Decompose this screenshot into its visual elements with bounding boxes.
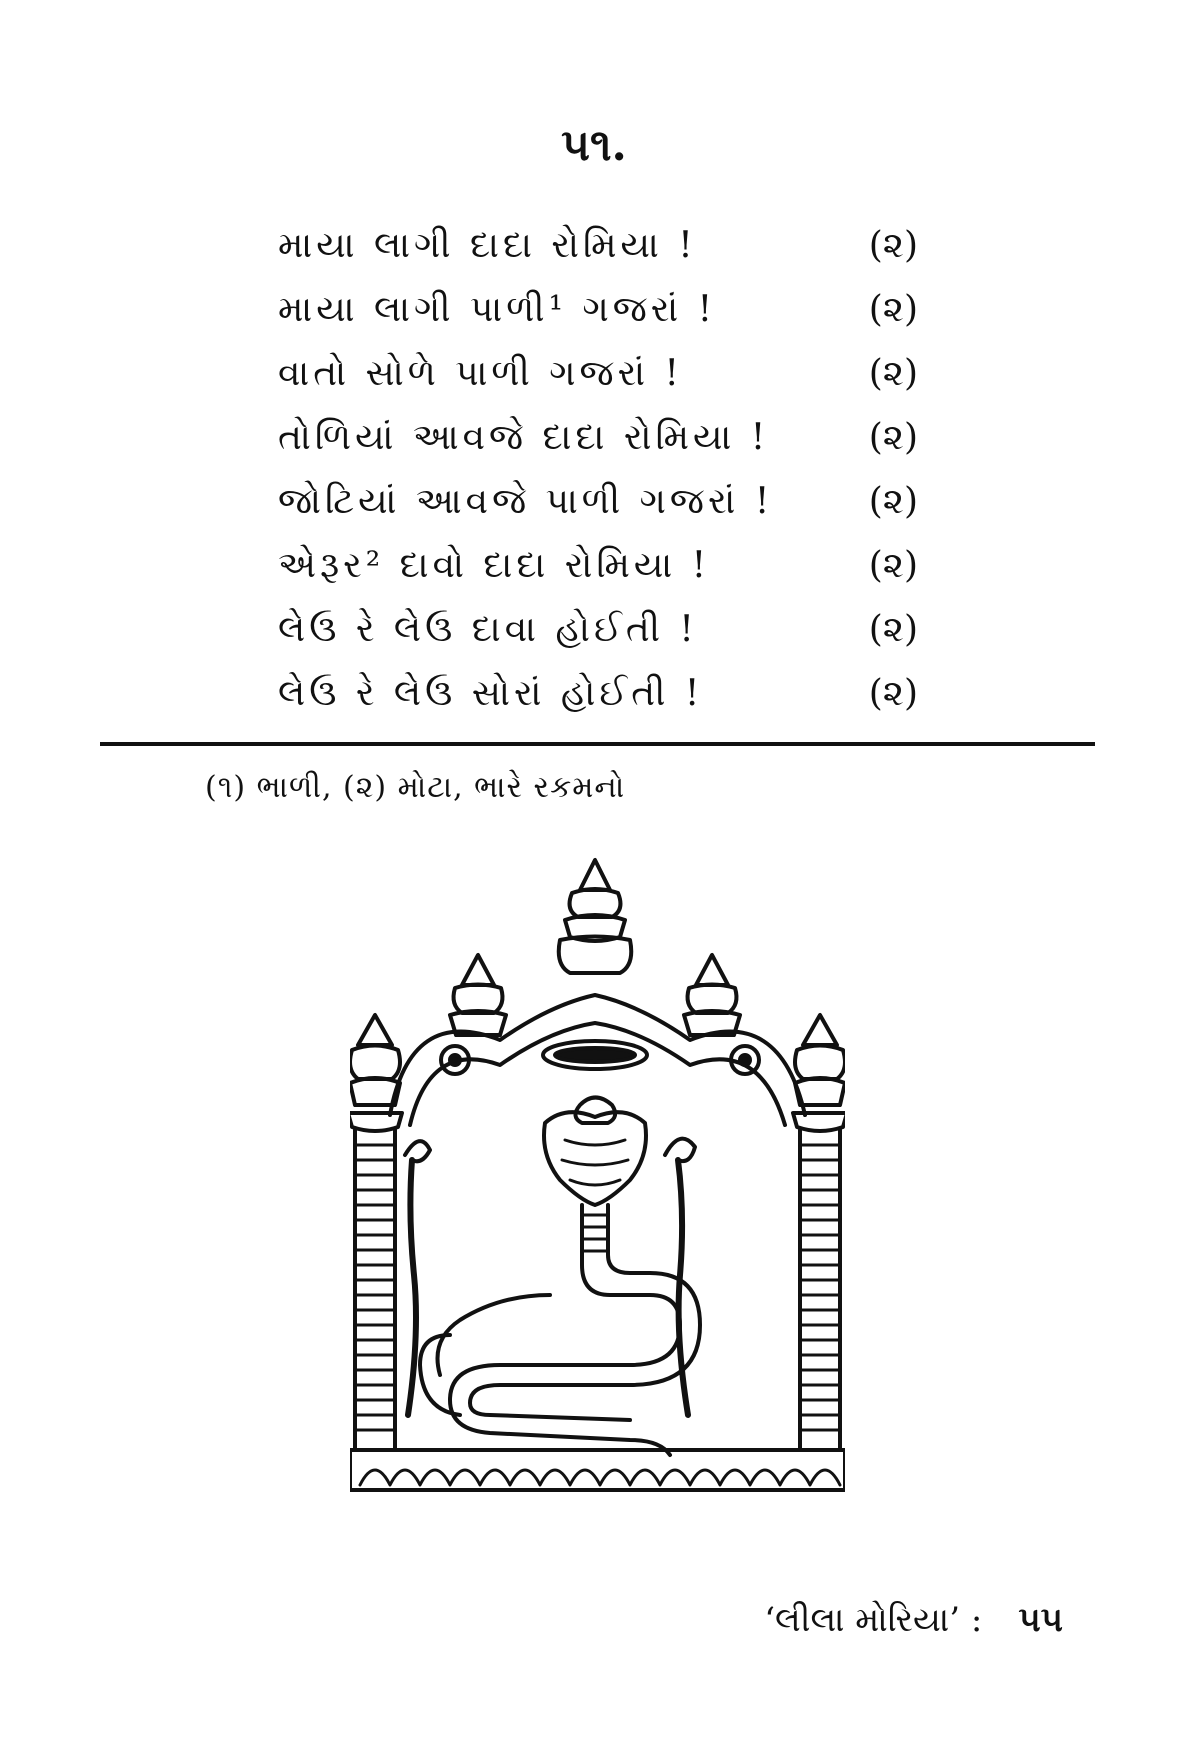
verse-text: લેઉ રે લેઉ સોરાં હોઈતી ! bbox=[278, 673, 704, 714]
verse-text: એરૂર² દાવો દાદા રોમિયા ! bbox=[278, 545, 711, 586]
page-number: ૫૫ bbox=[1018, 1600, 1063, 1640]
verse-line bbox=[278, 673, 918, 737]
verse-line bbox=[278, 289, 918, 353]
verse-line bbox=[278, 545, 918, 609]
verse-text: લેઉ રે લેઉ દાવા હોઈતી ! bbox=[278, 609, 698, 650]
verse-text: જોટિયાં આવજે પાળી ગજરાં ! bbox=[278, 481, 774, 522]
serpent-shrine-icon bbox=[350, 855, 845, 1505]
verse-refrain: (૨) bbox=[868, 417, 918, 458]
verse-line bbox=[278, 481, 918, 545]
song-number: ૫૧. bbox=[561, 120, 627, 171]
verse-line bbox=[278, 609, 918, 673]
verse-line bbox=[278, 225, 918, 289]
verse-refrain: (૨) bbox=[868, 353, 918, 394]
verse-text: માયા લાગી પાળી¹ ગજરાં ! bbox=[278, 289, 717, 330]
verse-refrain: (૨) bbox=[868, 225, 918, 266]
verse-text: માયા લાગી દાદા રોમિયા ! bbox=[278, 225, 697, 266]
footnote-divider bbox=[100, 742, 1095, 746]
footnote: (૧) ભાળી, (૨) મોટા, ભારે રકમનો bbox=[205, 770, 626, 805]
verse-refrain: (૨) bbox=[868, 673, 918, 714]
verse-refrain: (૨) bbox=[868, 481, 918, 522]
verse-refrain: (૨) bbox=[868, 609, 918, 650]
verse-line bbox=[278, 417, 918, 481]
verse-line bbox=[278, 353, 918, 417]
verse-text: વાતો સોળે પાળી ગજરાં ! bbox=[278, 353, 683, 394]
poem bbox=[278, 225, 918, 737]
verse-text: તોળિયાં આવજે દાદા રોમિયા ! bbox=[278, 417, 770, 458]
running-footer bbox=[764, 1600, 1063, 1640]
verse-refrain: (૨) bbox=[868, 289, 918, 330]
book-title: ‘લીલા મોરિયા’ : bbox=[764, 1600, 983, 1640]
verse-refrain: (૨) bbox=[868, 545, 918, 586]
